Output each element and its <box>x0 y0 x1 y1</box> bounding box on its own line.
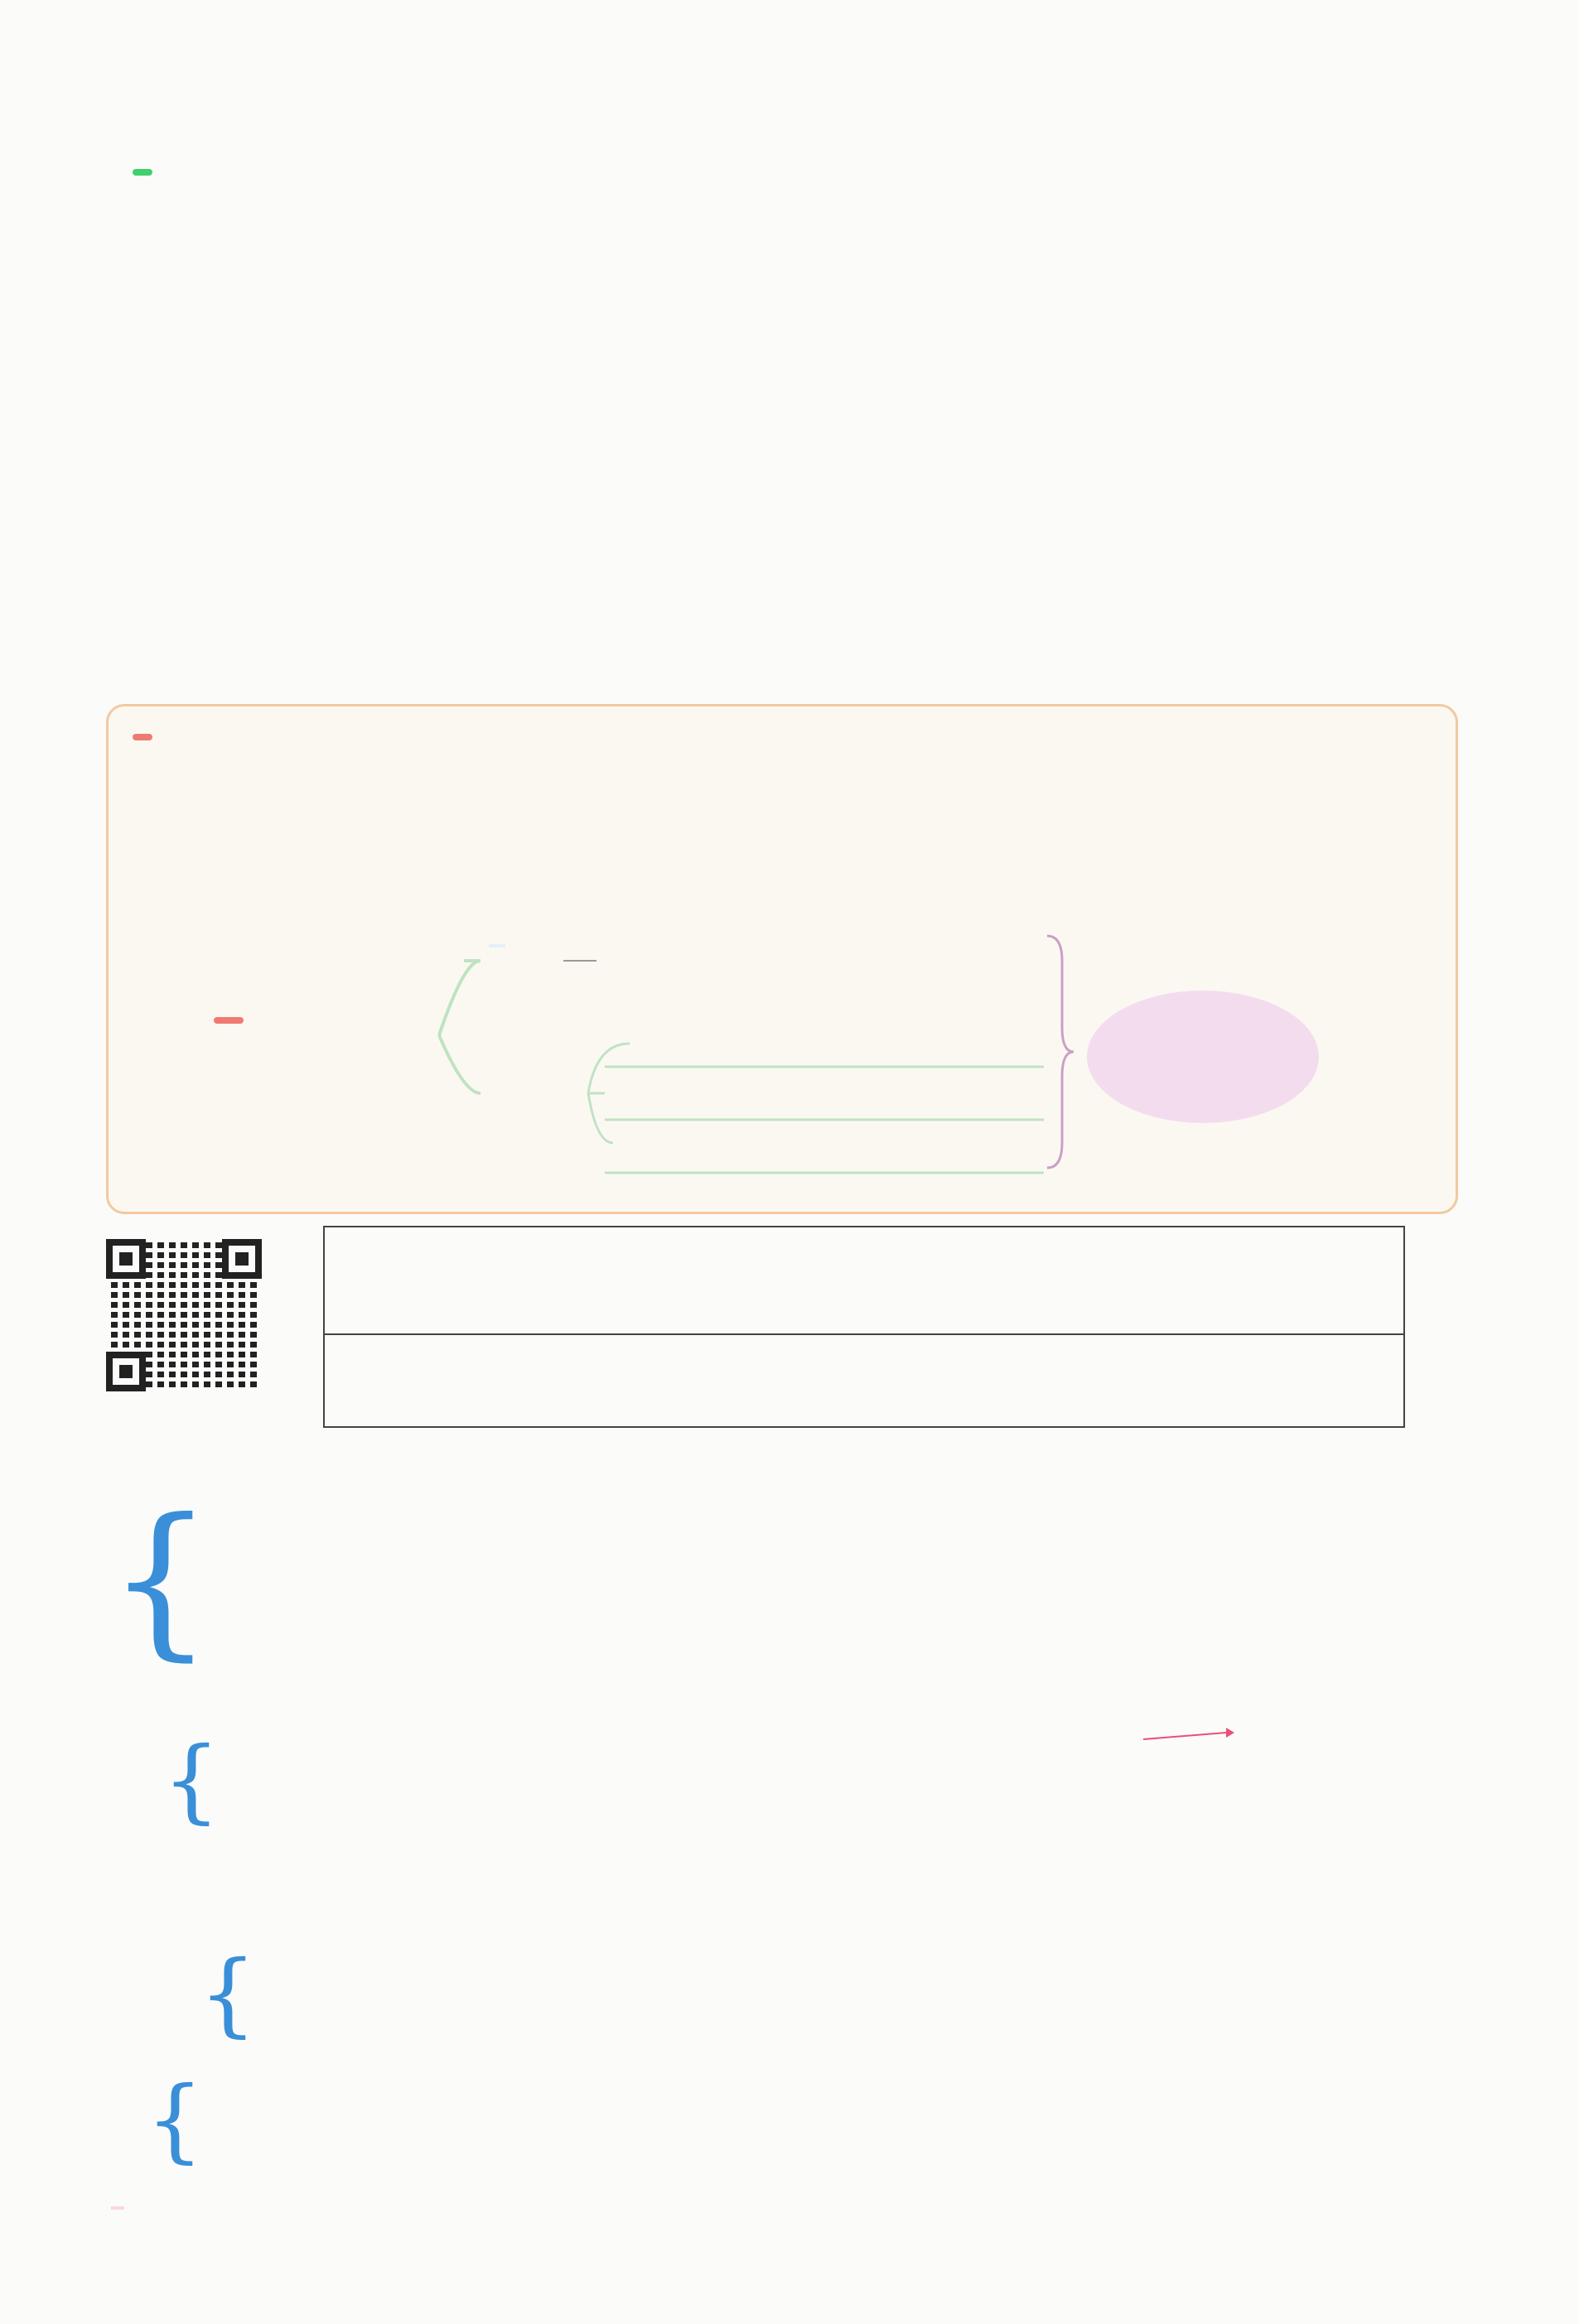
mindmap-brace-right <box>1044 928 1077 1176</box>
note-arrow-icon <box>1143 1723 1234 1748</box>
section-help-tag <box>133 169 152 176</box>
char-table <box>323 1226 1405 1428</box>
overview-label <box>489 944 505 947</box>
mindmap-lines <box>414 928 1077 1176</box>
char-table-words <box>325 1335 1403 1425</box>
qr-code[interactable] <box>106 1239 262 1391</box>
section-theme-tag <box>133 734 152 740</box>
brace-poly2: { <box>199 1941 257 2047</box>
char-table-chars <box>325 1227 1403 1335</box>
qr-finder-bottom-left <box>106 1352 146 1391</box>
page-number <box>111 2206 124 2210</box>
qr-finder-top-left <box>106 1239 146 1279</box>
qr-finder-top-right <box>222 1239 262 1279</box>
mindmap-center <box>214 1017 244 1024</box>
brace-poly3: { <box>146 2066 204 2172</box>
brace-poly1: { <box>162 1727 220 1833</box>
brace-similar: { <box>108 1483 214 1676</box>
conclusion-bubble <box>1087 991 1319 1123</box>
